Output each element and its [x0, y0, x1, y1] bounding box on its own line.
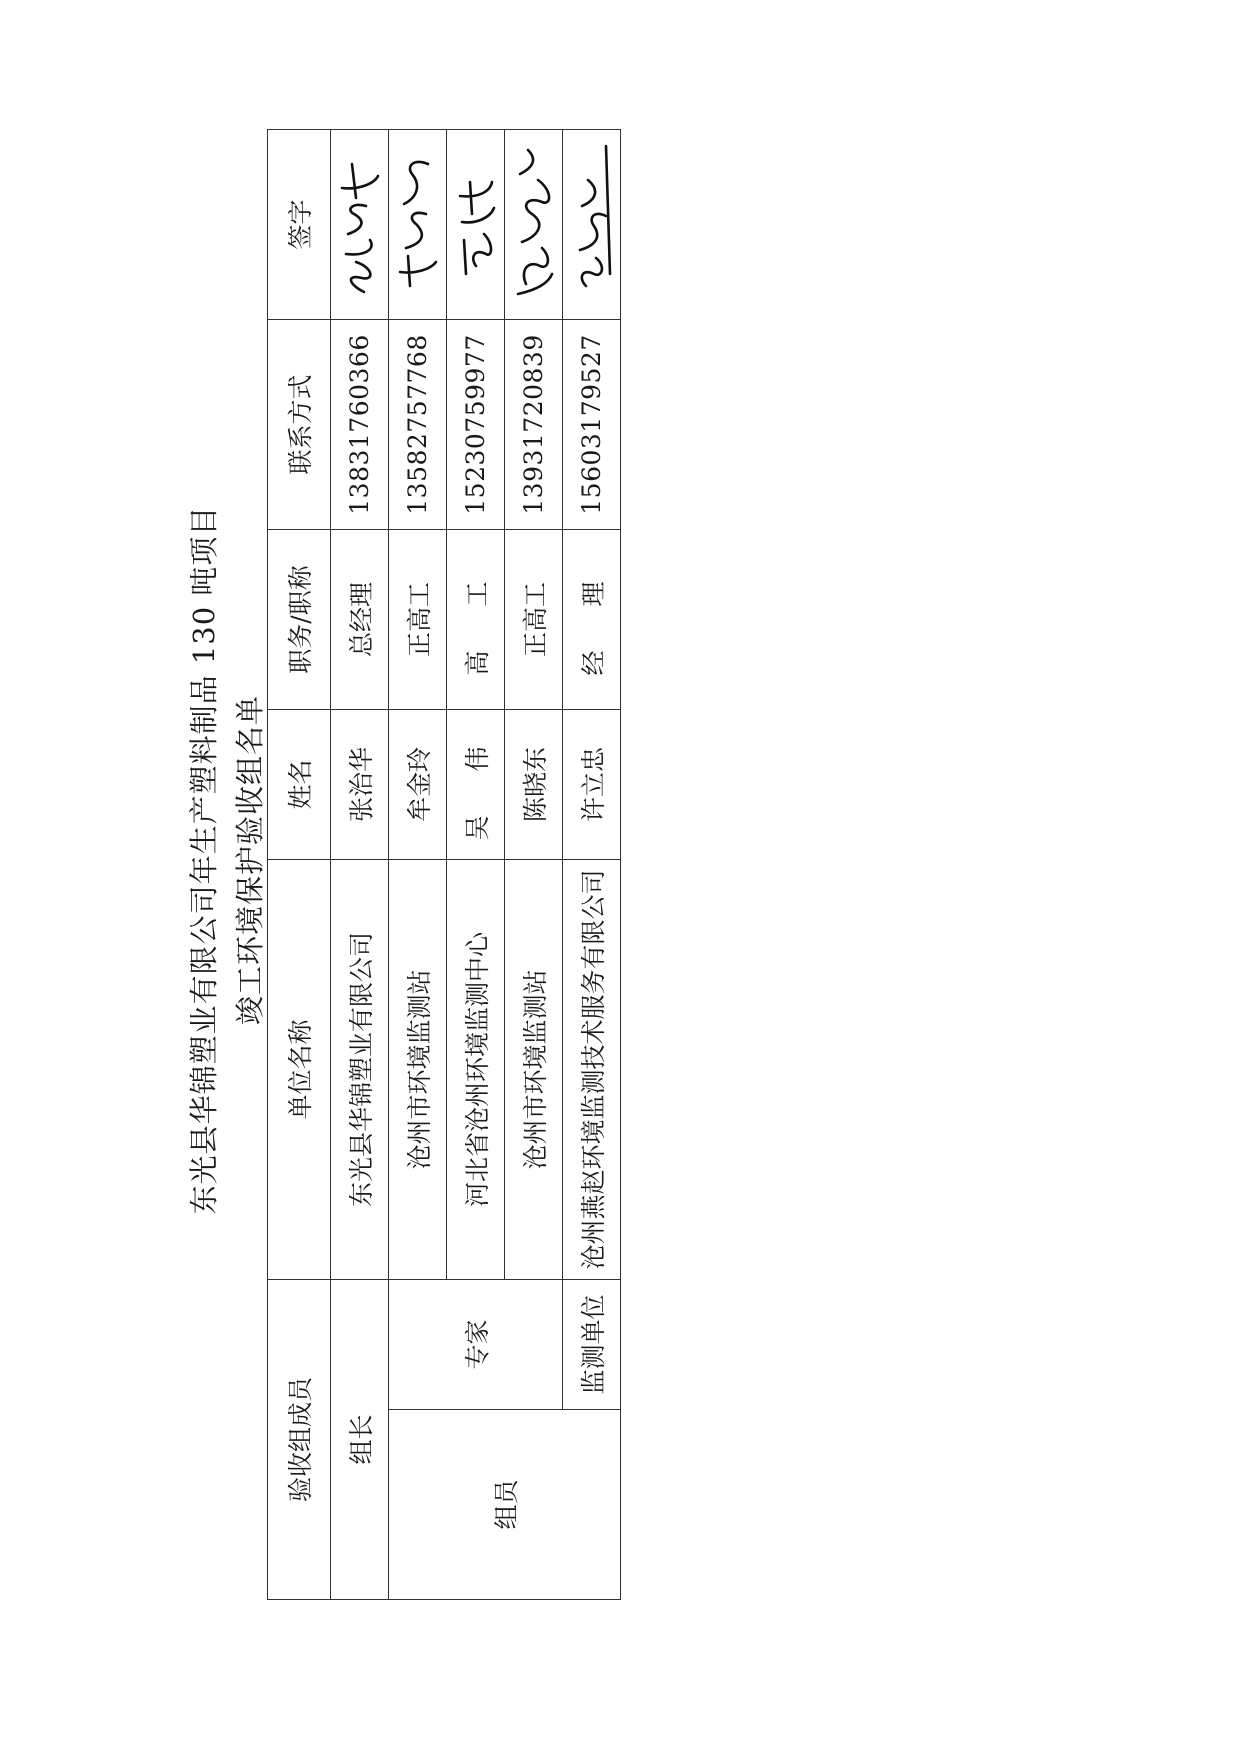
acceptance-list-document — [172, 90, 892, 1630]
header-title: 职务/职称 — [268, 530, 331, 710]
header-members: 验收组成员 — [268, 1280, 331, 1600]
title-cell: 正高工 — [505, 530, 563, 710]
role-leader: 组长 — [331, 1280, 389, 1600]
name-cell: 吴 伟 — [447, 710, 505, 860]
name-cell: 张治华 — [331, 710, 389, 860]
signature-cell — [563, 130, 621, 320]
role-monitoring: 监测单位 — [563, 1280, 621, 1410]
signature-cell — [389, 130, 447, 320]
unit-cell: 沧州市环境监测站 — [389, 860, 447, 1280]
signature-cell — [331, 130, 389, 320]
title-cell: 总经理 — [331, 530, 389, 710]
title-cell: 高 工 — [447, 530, 505, 710]
phone-cell: 13931720839 — [505, 320, 563, 530]
handwritten-signature — [334, 135, 386, 315]
handwritten-signature — [566, 135, 618, 315]
acceptance-group-table — [267, 129, 621, 1600]
signature-cell — [447, 130, 505, 320]
table-row — [563, 130, 621, 1600]
signature-cell — [505, 130, 563, 320]
handwritten-signature — [392, 135, 444, 315]
unit-cell: 东光县华锦塑业有限公司 — [331, 860, 389, 1280]
header-contact: 联系方式 — [268, 320, 331, 530]
title-cell: 经 理 — [563, 530, 621, 710]
document-subtitle: 竣工环境保护验收组名单 — [233, 695, 267, 1026]
group-member-label: 组员 — [389, 1410, 621, 1600]
table-header-row — [268, 130, 331, 1600]
header-name: 姓名 — [268, 710, 331, 860]
handwritten-signature — [450, 135, 502, 315]
phone-cell: 13831760366 — [331, 320, 389, 530]
header-signature: 签字 — [268, 130, 331, 320]
title-cell: 正高工 — [389, 530, 447, 710]
document-title: 东光县华锦塑业有限公司年生产塑料制品 130 吨项目 — [187, 505, 221, 1215]
role-experts: 专家 — [389, 1280, 563, 1410]
name-cell: 陈晓东 — [505, 710, 563, 860]
phone-cell: 13582757768 — [389, 320, 447, 530]
unit-cell: 沧州燕赵环境监测技术服务有限公司 — [563, 860, 621, 1280]
name-cell: 牟金玲 — [389, 710, 447, 860]
name-cell: 许立忠 — [563, 710, 621, 860]
header-unit: 单位名称 — [268, 860, 331, 1280]
table-row — [331, 130, 389, 1600]
table-row — [389, 130, 447, 1600]
unit-cell: 河北省沧州环境监测中心 — [447, 860, 505, 1280]
phone-cell: 15603179527 — [563, 320, 621, 530]
unit-cell: 沧州市环境监测站 — [505, 860, 563, 1280]
phone-cell: 15230759977 — [447, 320, 505, 530]
handwritten-signature — [508, 135, 560, 315]
